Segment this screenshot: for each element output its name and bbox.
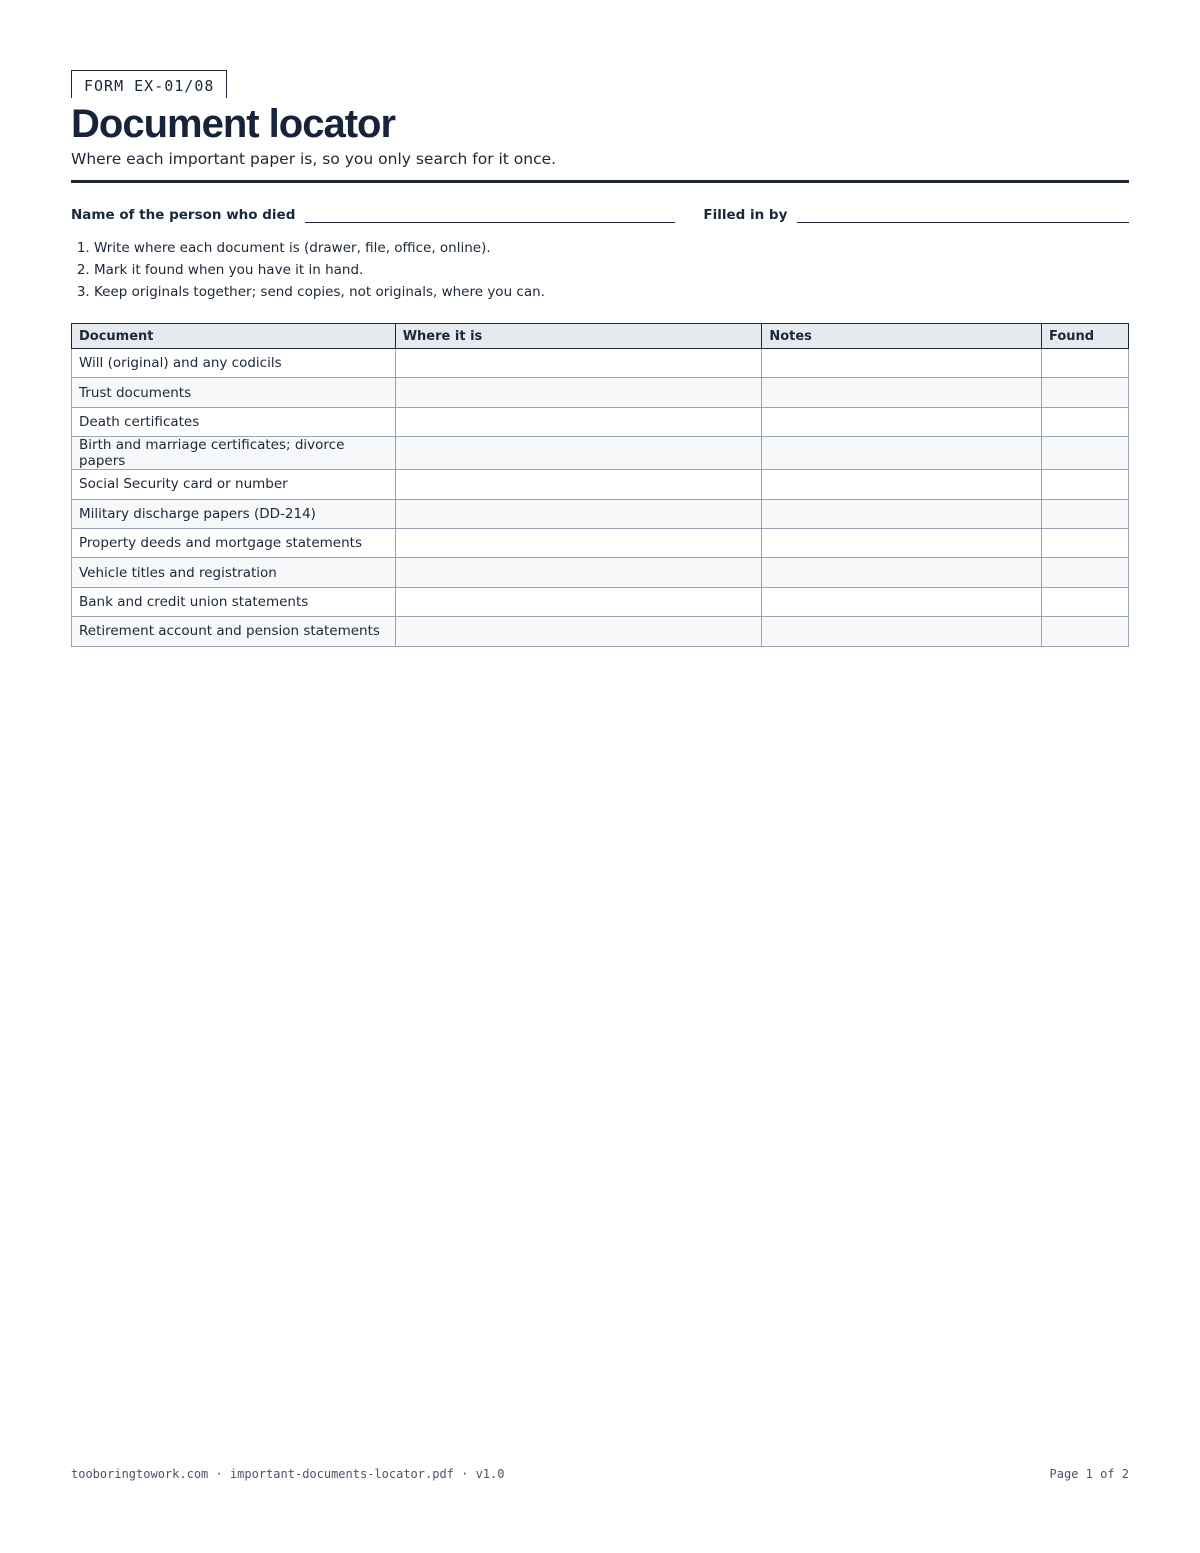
page-title: Document locator [71, 102, 396, 146]
document-name-cell: Property deeds and mortgage statements [72, 528, 396, 557]
where-cell[interactable] [395, 378, 762, 407]
notes-cell[interactable] [762, 437, 1042, 470]
notes-cell[interactable] [762, 558, 1042, 587]
document-table [71, 323, 1129, 647]
document-name-cell: Death certificates [72, 407, 396, 436]
notes-cell[interactable] [762, 587, 1042, 616]
notes-cell[interactable] [762, 499, 1042, 528]
document-name-cell: Military discharge papers (DD-214) [72, 499, 396, 528]
column-header-document: Document [72, 324, 396, 349]
header-fields [71, 203, 1129, 223]
page-number: Page 1 of 2 [1049, 1467, 1129, 1481]
page-subtitle: Where each important paper is, so you only search for it once. [71, 150, 557, 168]
form-page [71, 70, 1129, 647]
notes-cell[interactable] [762, 470, 1042, 499]
instruction-item: 2. Mark it found when you have it in hand. [94, 259, 1129, 281]
document-name-cell: Bank and credit union statements [72, 587, 396, 616]
filled-by-label: Filled in by [703, 207, 788, 223]
column-header-found: Found [1042, 324, 1129, 349]
found-cell[interactable] [1042, 378, 1129, 407]
table-row [72, 349, 1129, 378]
page-footer [71, 1467, 1129, 1481]
where-cell[interactable] [395, 587, 762, 616]
document-name-cell: Social Security card or number [72, 470, 396, 499]
table-row [72, 528, 1129, 557]
where-cell[interactable] [395, 470, 762, 499]
found-cell[interactable] [1042, 558, 1129, 587]
document-name-cell: Trust documents [72, 378, 396, 407]
table-header-row [72, 324, 1129, 349]
where-cell[interactable] [395, 407, 762, 436]
found-cell[interactable] [1042, 587, 1129, 616]
column-header-where: Where it is [395, 324, 762, 349]
notes-cell[interactable] [762, 378, 1042, 407]
notes-cell[interactable] [762, 617, 1042, 646]
table-row [72, 407, 1129, 436]
deceased-name-label: Name of the person who died [71, 207, 296, 223]
column-header-notes: Notes [762, 324, 1042, 349]
document-name-cell: Retirement account and pension statements [72, 617, 396, 646]
document-name-cell: Will (original) and any codicils [72, 349, 396, 378]
table-row [72, 617, 1129, 646]
form-code: FORM EX-01/08 [71, 70, 227, 98]
table-row [72, 378, 1129, 407]
notes-cell[interactable] [762, 407, 1042, 436]
instruction-item: 1. Write where each document is (drawer, file, office, online). [94, 237, 1129, 259]
found-cell[interactable] [1042, 499, 1129, 528]
header-divider [71, 180, 1129, 183]
found-cell[interactable] [1042, 349, 1129, 378]
footer-source: tooboringtowork.com · important-documents-locator.pdf · v1.0 [71, 1467, 505, 1481]
document-name-cell: Birth and marriage certificates; divorce papers [72, 437, 396, 470]
filled-by-field[interactable] [797, 206, 1129, 223]
found-cell[interactable] [1042, 617, 1129, 646]
document-name-cell: Vehicle titles and registration [72, 558, 396, 587]
where-cell[interactable] [395, 558, 762, 587]
table-row [72, 437, 1129, 470]
where-cell[interactable] [395, 349, 762, 378]
where-cell[interactable] [395, 499, 762, 528]
where-cell[interactable] [395, 437, 762, 470]
where-cell[interactable] [395, 617, 762, 646]
found-cell[interactable] [1042, 407, 1129, 436]
found-cell[interactable] [1042, 528, 1129, 557]
notes-cell[interactable] [762, 528, 1042, 557]
notes-cell[interactable] [762, 349, 1042, 378]
table-row [72, 587, 1129, 616]
table-row [72, 558, 1129, 587]
found-cell[interactable] [1042, 470, 1129, 499]
instructions-list [71, 237, 1129, 303]
table-row [72, 470, 1129, 499]
table-row [72, 499, 1129, 528]
found-cell[interactable] [1042, 437, 1129, 470]
instruction-item: 3. Keep originals together; send copies, not originals, where you can. [94, 281, 1129, 303]
deceased-name-field[interactable] [305, 206, 675, 223]
where-cell[interactable] [395, 528, 762, 557]
